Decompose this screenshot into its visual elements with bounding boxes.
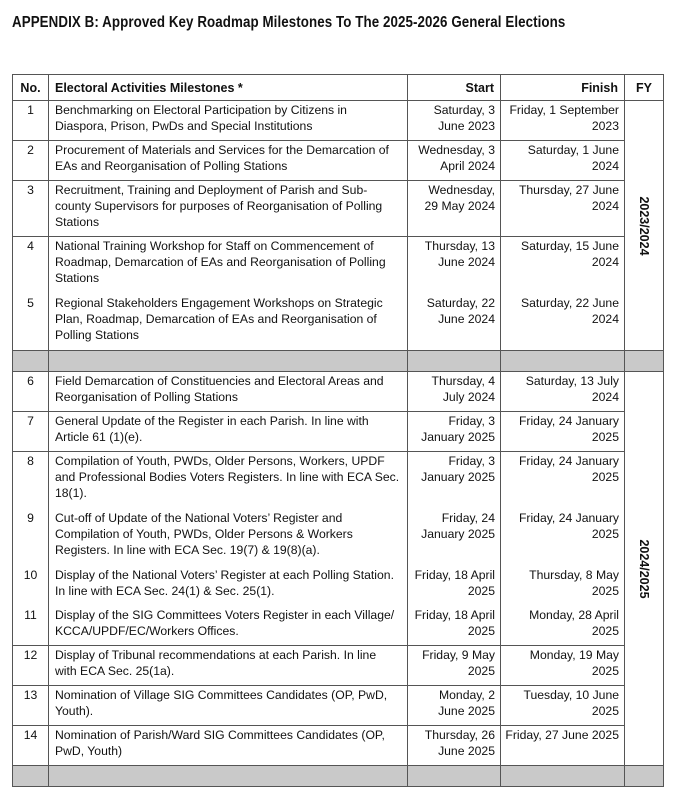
separator-cell <box>408 766 501 787</box>
row-finish: Monday, 19 May 2025 <box>501 646 625 686</box>
separator-cell <box>49 766 408 787</box>
row-no: 3 <box>13 181 49 237</box>
row-no: 7 <box>13 412 49 452</box>
row-activity: Compilation of Youth, PWDs, Older Persons, Workers, UPDF and Professional Bodies Voters Registers. In line with ECA Sec. 18(1). <box>49 452 408 509</box>
table-row <box>13 452 664 509</box>
table-row <box>13 646 664 686</box>
row-start: Saturday, 22 June 2024 <box>408 294 501 351</box>
table-row <box>13 294 664 351</box>
row-activity: Display of the SIG Committees Voters Register in each Village/ KCCA/UPDF/EC/Workers Offices. <box>49 606 408 646</box>
table-row <box>13 726 664 766</box>
header-fy: FY <box>625 75 664 101</box>
separator-cell <box>408 351 501 372</box>
row-finish: Friday, 24 January 2025 <box>501 509 625 566</box>
table-row <box>13 101 664 141</box>
fy-cell-2024-2025 <box>625 372 664 766</box>
row-start: Thursday, 13 June 2024 <box>408 237 501 294</box>
row-activity: National Training Workshop for Staff on Commencement of Roadmap, Demarcation of EAs and Reorganisation of Polling Stations <box>49 237 408 294</box>
row-activity: Regional Stakeholders Engagement Workshops on Strategic Plan, Roadmap, Demarcation of EAs and Reorganisation of Polling Stations <box>49 294 408 351</box>
page-title: APPENDIX B: Approved Key Roadmap Milestones To The 2025-2026 General Elections <box>12 14 566 31</box>
row-finish: Thursday, 27 June 2024 <box>501 181 625 237</box>
row-activity: General Update of the Register in each Parish. In line with Article 61 (1)(e). <box>49 412 408 452</box>
row-no: 14 <box>13 726 49 766</box>
table-row <box>13 237 664 294</box>
separator-cell <box>625 351 664 372</box>
row-activity: Benchmarking on Electoral Participation by Citizens in Diaspora, Prison, PwDs and Special Institutions <box>49 101 408 141</box>
separator-cell <box>13 766 49 787</box>
separator-cell <box>501 351 625 372</box>
separator-cell <box>501 766 625 787</box>
row-finish: Thursday, 8 May 2025 <box>501 566 625 606</box>
separator-cell <box>13 351 49 372</box>
row-no: 2 <box>13 141 49 181</box>
table-row <box>13 412 664 452</box>
header-finish: Finish <box>501 75 625 101</box>
row-start: Friday, 24 January 2025 <box>408 509 501 566</box>
row-activity: Field Demarcation of Constituencies and Electoral Areas and Reorganisation of Polling Stations <box>49 372 408 412</box>
row-finish: Saturday, 1 June 2024 <box>501 141 625 181</box>
row-no: 12 <box>13 646 49 686</box>
row-finish: Saturday, 22 June 2024 <box>501 294 625 351</box>
row-activity: Nomination of Parish/Ward SIG Committees Candidates (OP, PwD, Youth) <box>49 726 408 766</box>
row-activity: Nomination of Village SIG Committees Candidates (OP, PwD, Youth). <box>49 686 408 726</box>
row-finish: Friday, 1 September 2023 <box>501 101 625 141</box>
row-activity: Procurement of Materials and Services for the Demarcation of EAs and Reorganisation of Polling Stations <box>49 141 408 181</box>
row-start: Friday, 3 January 2025 <box>408 412 501 452</box>
header-no: No. <box>13 75 49 101</box>
table-row <box>13 606 664 646</box>
row-finish: Monday, 28 April 2025 <box>501 606 625 646</box>
row-start: Thursday, 26 June 2025 <box>408 726 501 766</box>
row-start: Friday, 9 May 2025 <box>408 646 501 686</box>
row-activity: Cut-off of Update of the National Voters’ Register and Compilation of Youth, PWDs, Older Persons & Workers Registers. In line with ECA Sec. 19(7) & 19(8)(a). <box>49 509 408 566</box>
row-finish: Friday, 24 January 2025 <box>501 452 625 509</box>
row-no: 9 <box>13 509 49 566</box>
separator-row <box>13 766 664 787</box>
row-finish: Tuesday, 10 June 2025 <box>501 686 625 726</box>
row-no: 11 <box>13 606 49 646</box>
row-start: Friday, 18 April 2025 <box>408 606 501 646</box>
row-start: Wednesday, 3 April 2024 <box>408 141 501 181</box>
row-activity: Recruitment, Training and Deployment of Parish and Sub-county Supervisors for purposes of Reorganisation of Polling Stations <box>49 181 408 237</box>
row-finish: Saturday, 15 June 2024 <box>501 237 625 294</box>
row-start: Saturday, 3 June 2023 <box>408 101 501 141</box>
row-activity: Display of Tribunal recommendations at each Parish. In line with ECA Sec. 25(1a). <box>49 646 408 686</box>
table-row <box>13 141 664 181</box>
table-row <box>13 509 664 566</box>
row-start: Friday, 18 April 2025 <box>408 566 501 606</box>
row-finish: Friday, 24 January 2025 <box>501 412 625 452</box>
row-no: 13 <box>13 686 49 726</box>
row-finish: Friday, 27 June 2025 <box>501 726 625 766</box>
row-no: 6 <box>13 372 49 412</box>
milestones-table <box>12 74 664 787</box>
header-activity: Electoral Activities Milestones * <box>49 75 408 101</box>
fy-label: 2023/2024 <box>637 195 651 256</box>
table-header-row <box>13 75 664 101</box>
row-start: Monday, 2 June 2025 <box>408 686 501 726</box>
row-no: 4 <box>13 237 49 294</box>
separator-cell <box>49 351 408 372</box>
row-no: 10 <box>13 566 49 606</box>
row-finish: Saturday, 13 July 2024 <box>501 372 625 412</box>
fy-label: 2024/2025 <box>637 538 651 599</box>
row-no: 5 <box>13 294 49 351</box>
separator-cell <box>625 766 664 787</box>
row-no: 1 <box>13 101 49 141</box>
table-row <box>13 181 664 237</box>
row-start: Thursday, 4 July 2024 <box>408 372 501 412</box>
table-row <box>13 566 664 606</box>
separator-row <box>13 351 664 372</box>
row-start: Friday, 3 January 2025 <box>408 452 501 509</box>
table-row <box>13 686 664 726</box>
header-start: Start <box>408 75 501 101</box>
row-no: 8 <box>13 452 49 509</box>
row-start: Wednesday, 29 May 2024 <box>408 181 501 237</box>
table-row <box>13 372 664 412</box>
fy-cell-2023-2024 <box>625 101 664 351</box>
row-activity: Display of the National Voters’ Register at each Polling Station. In line with ECA Sec. 24(1) & Sec. 25(1). <box>49 566 408 606</box>
